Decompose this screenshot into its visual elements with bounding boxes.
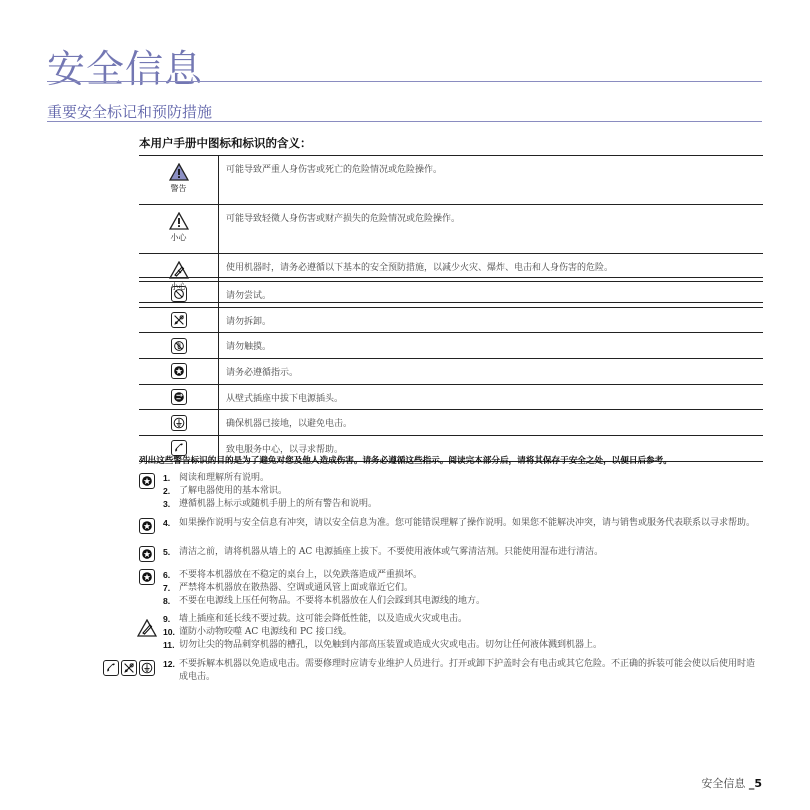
symbol-table [139, 281, 763, 462]
item-text: 不要拆解本机器以免造成电击。需要修理时应请专业维护人员进行。打开或卸下护盖时会有电击或其它危险。不正确的拆装可能会使以后使用时造成电击。 [179, 659, 756, 682]
intro-text: 本用户手册中图标和标识的含义： [139, 138, 312, 150]
summary-text: 列出这些警告标识的目的是为了避免对您及他人造成伤害。请务必遵循这些指示。阅读完本部分后，请将其保存于安全之处，以便日后参考。 [139, 455, 672, 465]
table-cell: 致电服务中心，以寻求帮助。 [219, 436, 764, 462]
list-item [163, 485, 759, 498]
page-number: _5 [748, 777, 762, 790]
item-text: 谨防小动物咬噬 AC 电源线和 PC 接口线。 [179, 627, 352, 637]
follow-instructions-icon [139, 546, 155, 562]
ground-icon [171, 415, 187, 431]
list-item [163, 546, 759, 559]
do-not-attempt-icon [171, 286, 187, 302]
item-number: 6. [163, 570, 171, 580]
item-text: 严禁将本机器放在散热器、空调或通风管上面或靠近它们。 [179, 583, 414, 593]
table-cell: 使用机器时，请务必遵循以下基本的安全预防措施，以减少火灾、爆炸、电击和人身伤害的危险。 [219, 254, 764, 303]
page-title: 安全信息 [47, 47, 204, 91]
item-number: 1. [163, 473, 171, 483]
table-divider [139, 277, 763, 278]
table-cell: 确保机器已接地，以避免电击。 [219, 410, 764, 436]
table-row [139, 307, 763, 333]
item-number: 4. [163, 518, 171, 528]
call-service-icon [103, 660, 119, 676]
item-text: 不要将本机器放在不稳定的桌台上，以免跌落造成严重损坏。 [179, 570, 423, 580]
item-text: 不要在电源线上压任何物品。不要将本机器放在人们会踩到其电源线的地方。 [179, 596, 486, 606]
section-title: 重要安全标记和预防措施 [47, 103, 213, 121]
item-group [163, 613, 759, 652]
item-number: 5. [163, 547, 171, 557]
item-number: 11. [163, 640, 175, 650]
list-item [163, 595, 759, 608]
icon-cell [139, 156, 219, 205]
table-cell: 请勿尝试。 [219, 282, 764, 308]
footer-label: 安全信息 [701, 777, 746, 790]
icon-cell [139, 307, 219, 333]
follow-instructions-icon [139, 518, 155, 534]
table-cell: 请勿拆卸。 [219, 307, 764, 333]
icon-cell [139, 282, 219, 308]
item-number: 7. [163, 583, 171, 593]
symbol-label: 小心 [170, 282, 187, 291]
icon-cell [139, 205, 219, 254]
table-row [139, 359, 763, 385]
list-item [163, 498, 759, 511]
item-group [163, 658, 759, 684]
item-group [163, 569, 759, 608]
list-item [163, 658, 759, 684]
item-text: 了解电器使用的基本常识。 [179, 486, 288, 496]
section-divider [47, 121, 762, 122]
list-item [163, 639, 759, 652]
icon-cell [139, 333, 219, 359]
follow-instructions-icon [139, 473, 155, 489]
item-number: 9. [163, 614, 171, 624]
warning-triangle-filled-icon [169, 163, 189, 181]
do-not-disassemble-icon [171, 312, 187, 328]
item-number: 8. [163, 596, 171, 606]
follow-instructions-icon [171, 363, 187, 379]
ground-icon [139, 660, 155, 676]
table-row [139, 410, 763, 436]
do-not-disassemble-icon [121, 660, 137, 676]
list-item [163, 626, 759, 639]
table-cell: 可能导致严重人身伤害或死亡的危险情况或危险操作。 [219, 156, 764, 205]
table-row [139, 156, 763, 205]
list-item [163, 517, 759, 530]
item-text: 清洁之前，请将机器从墙上的 AC 电源插座上拔下。不要使用液体或气雾清洁剂。只能使用湿布进行清洁。 [179, 547, 604, 557]
item-text: 遵循机器上标示或随机手册上的所有警告和说明。 [179, 499, 378, 509]
item-text: 阅读和理解所有说明。 [179, 473, 270, 483]
item-group [163, 517, 759, 530]
item-number: 12. [163, 659, 175, 669]
list-item [163, 582, 759, 595]
table-row [139, 282, 763, 308]
caution-pen-triangle-icon [137, 619, 157, 637]
table-row [139, 384, 763, 410]
item-group [163, 472, 759, 511]
table-cell: 请勿触摸。 [219, 333, 764, 359]
item-text: 如果操作说明与安全信息有冲突，请以安全信息为准。您可能错误理解了操作说明。如果您不能解决冲突，请与销售或服务代表联系以寻求帮助。 [179, 518, 756, 528]
symbol-label: 小心 [170, 233, 187, 242]
page-footer [701, 775, 762, 791]
item-number: 2. [163, 486, 171, 496]
unplug-icon [171, 389, 187, 405]
follow-instructions-icon [139, 569, 155, 585]
item-text: 切勿让尖的物品刺穿机器的槽孔，以免触到内部高压装置或造成火灾或电击。切勿让任何液体溅到机器上。 [179, 640, 603, 650]
title-divider [47, 81, 762, 82]
caution-triangle-icon [169, 212, 189, 230]
do-not-touch-icon [171, 338, 187, 354]
list-item [163, 613, 759, 626]
item-number: 10. [163, 627, 175, 637]
item-number: 3. [163, 499, 171, 509]
item-text: 墙上插座和延长线不要过载。这可能会降低性能，以及造成火灾或电击。 [179, 614, 468, 624]
icon-cell [139, 384, 219, 410]
table-cell: 从壁式插座中拔下电源插头。 [219, 384, 764, 410]
item-group [163, 546, 759, 559]
table-row [139, 205, 763, 254]
list-item [163, 569, 759, 582]
table-row [139, 333, 763, 359]
icon-cell [139, 359, 219, 385]
icon-cell [139, 410, 219, 436]
list-item [163, 472, 759, 485]
table-cell: 可能导致轻微人身伤害或财产损失的危险情况或危险操作。 [219, 205, 764, 254]
table-cell: 请务必遵循指示。 [219, 359, 764, 385]
symbol-label: 警告 [170, 184, 187, 193]
